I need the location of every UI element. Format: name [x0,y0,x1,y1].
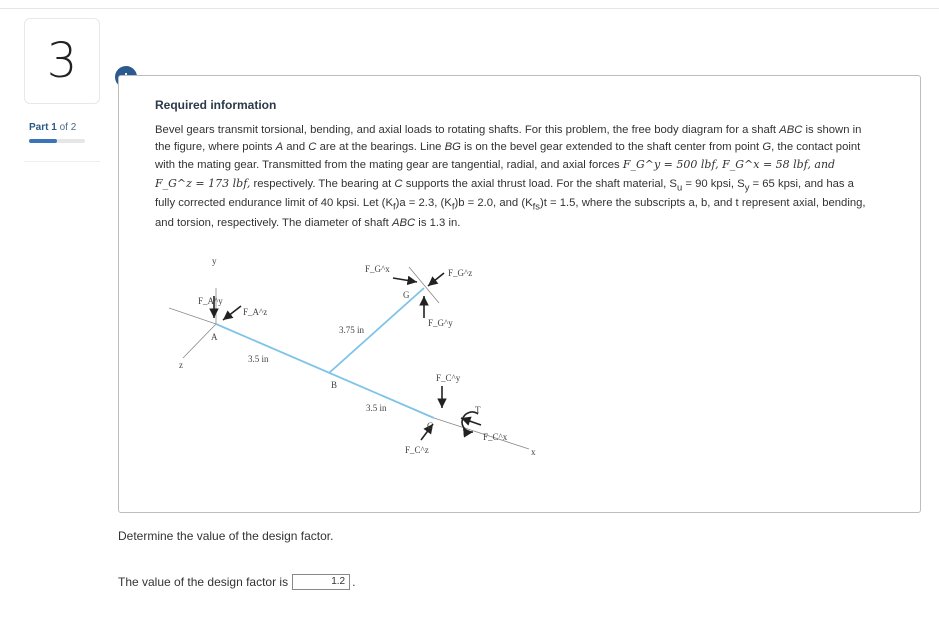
label-fg-x: F_G^x [365,264,390,274]
dim-bc: 3.5 in [366,403,387,413]
answer-prompt: The value of the design factor is [118,575,289,589]
info-paragraph: Bevel gears transmit torsional, bending, and axial loads to rotating shafts. For this problem, the free body diagram for a shaft ABC is shown in the figure, where points A and C are at the bearings. Line BG is on the bevel gear extended to the shaft center from point G, the contact point with the mating gear. Transmitted from the mating gear are tangential, radial, and axial forces F_G^y = 500 lbf, F_G^x = 58 lbf, and F_G^z = 173 lbf, respectively. The bearing at C supports the axial thrust load. For the shaft material, $S_u = 90$ kpsi, $S_y = 65$ kpsi, and has a fully corrected endurance limit of 40 kpsi. Let $(K_f)a = 2.3$, $(K_f)b = 2.0$, and $(K_{fs})t = 1.5$, where the subscripts a, b, and t represent axial, bending, and torsion, respectively. The diameter of shaft ABC is 1.3 in. [155,124,866,229]
label-fc-z: F_C^z [405,445,429,455]
axis-line-left [169,308,216,324]
label-c: C [427,421,434,431]
design-factor-input[interactable]: 1.2 [292,574,350,590]
shaft-abc [216,324,434,418]
label-z: z [179,360,183,370]
part-progress-fill [29,139,57,143]
force-fg-x-arrow [393,278,417,282]
sidebar-divider [24,161,100,162]
torque-t-arrow [462,412,478,432]
label-fa-y: F_A^y [198,296,223,306]
force-fc-x-arrow [461,418,481,425]
label-t: T [475,405,481,415]
shaft-free-body-diagram [169,248,569,473]
label-y: y [212,256,217,266]
label-fc-y: F_C^y [436,373,461,383]
label-fc-x: F_C^x [483,432,508,442]
dim-ab: 3.5 in [248,354,269,364]
force-fy: F_G^y = 500 lbf, [622,158,723,172]
label-fg-y: F_G^y [428,318,453,328]
label-a: A [211,332,218,342]
x-axis-line [434,418,529,449]
force-fz: F_G^z = 173 lbf, [155,176,251,190]
label-b: B [331,380,338,390]
question-text: Determine the value of the design factor. [118,529,334,543]
force-fa-z-arrow [223,306,241,320]
answer-row [118,574,355,590]
part-progress-bar [29,139,85,143]
part-label: Part [29,122,49,133]
label-fa-z: F_A^z [243,307,268,317]
label-fg-z: F_G^z [448,268,473,278]
part-indicator [29,122,76,133]
required-information-panel [118,75,921,513]
dim-bg: 3.75 in [339,325,365,335]
label-x: x [531,447,536,457]
force-fg-z-arrow [428,273,444,286]
top-divider [0,8,939,9]
part-current: 1 [51,122,57,133]
label-g: G [403,290,410,300]
question-number: 3 [24,18,100,104]
answer-suffix: . [352,575,356,589]
force-fx: F_G^x = 58 lbf, and [722,158,836,172]
info-title: Required information [155,98,277,112]
part-of-total: of 2 [59,122,77,133]
